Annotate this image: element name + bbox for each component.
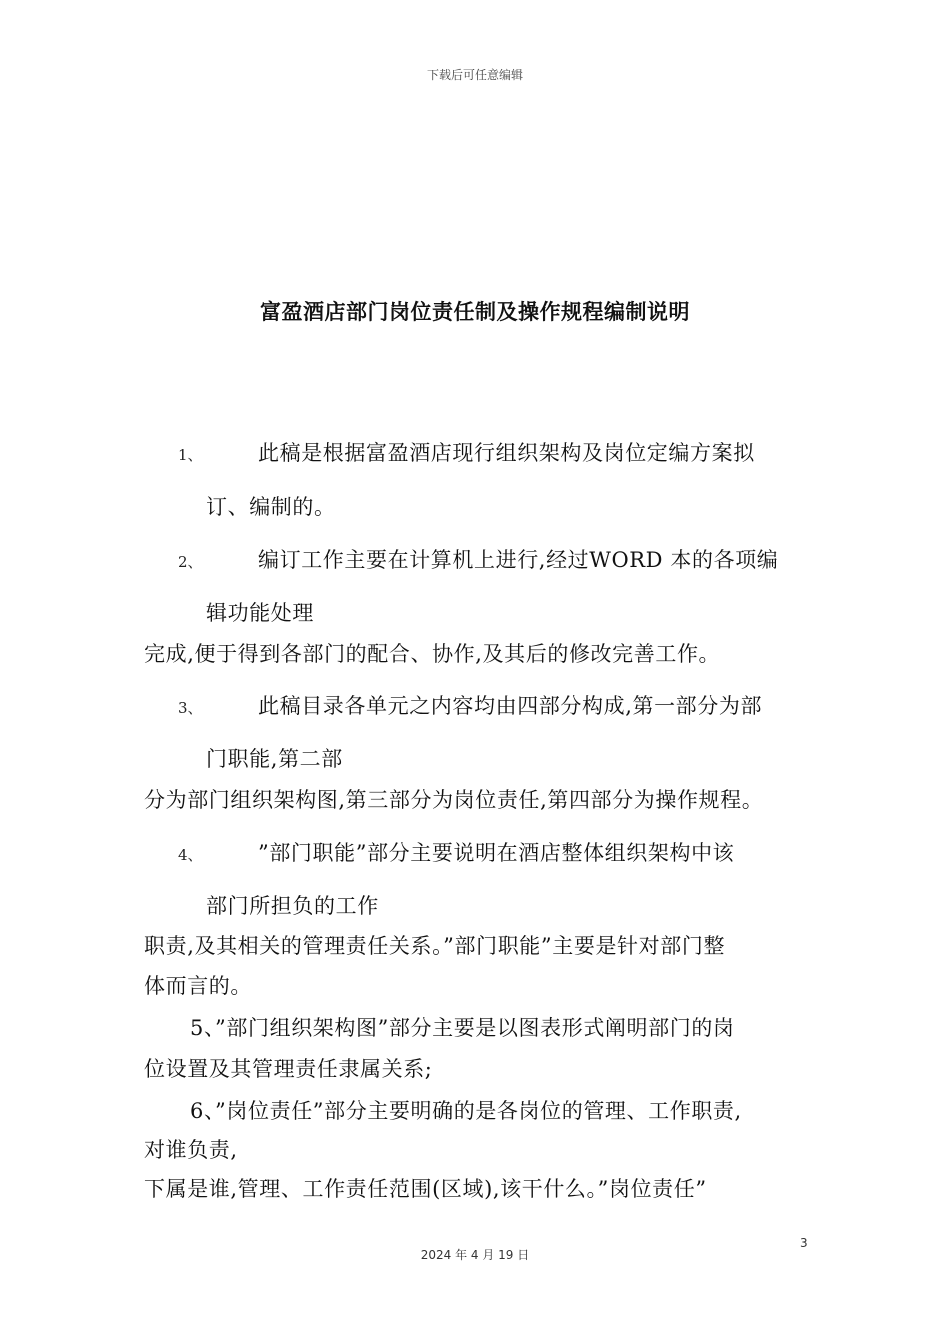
page-header: 下载后可任意编辑 <box>426 68 523 82</box>
footer-date: 2024 年 4 月 19 日 <box>420 1248 530 1262</box>
para-6-line-1: 6、”岗位责任”部分主要明确的是各岗位的管理、工作职责, <box>190 1099 742 1123</box>
document-title: 富盈酒店部门岗位责任制及操作规程编制说明 <box>260 300 690 324</box>
item-2-line-3: 完成,便于得到各部门的配合、协作,及其后的修改完善工作。 <box>144 642 721 666</box>
item-1-number: 1、 <box>178 446 203 464</box>
item-2-line-1: 编订工作主要在计算机上进行,经过WORD 本的各项编 <box>258 548 779 572</box>
item-2-number: 2、 <box>178 553 203 571</box>
item-4-line-2: 部门所担负的工作 <box>206 894 379 918</box>
item-3-line-2: 门职能,第二部 <box>206 747 343 771</box>
item-3-line-3: 分为部门组织架构图,第三部分为岗位责任,第四部分为操作规程。 <box>144 788 764 812</box>
item-3-line-1: 此稿目录各单元之内容均由四部分构成,第一部分为部 <box>258 694 763 718</box>
item-2-line-2: 辑功能处理 <box>206 601 314 625</box>
item-4-number: 4、 <box>178 846 203 864</box>
item-1-line-1: 此稿是根据富盈酒店现行组织架构及岗位定编方案拟 <box>258 441 755 465</box>
para-5-line-2: 位设置及其管理责任隶属关系; <box>144 1057 433 1081</box>
item-4-line-3: 职责,及其相关的管理责任关系。”部门职能”主要是针对部门整 <box>144 934 726 958</box>
para-6-line-2: 对谁负责, <box>144 1138 238 1162</box>
item-4-line-1: ”部门职能”部分主要说明在酒店整体组织架构中该 <box>258 841 735 865</box>
item-3-number: 3、 <box>178 699 203 717</box>
item-1-line-2: 订、编制的。 <box>206 495 336 519</box>
page-number: 3 <box>800 1236 808 1250</box>
para-5-line-1: 5、”部门组织架构图”部分主要是以图表形式阐明部门的岗 <box>190 1016 735 1040</box>
item-4-line-4: 体而言的。 <box>144 974 252 998</box>
para-6-line-3: 下属是谁,管理、工作责任范围(区域),该干什么。”岗位责任” <box>144 1177 707 1201</box>
